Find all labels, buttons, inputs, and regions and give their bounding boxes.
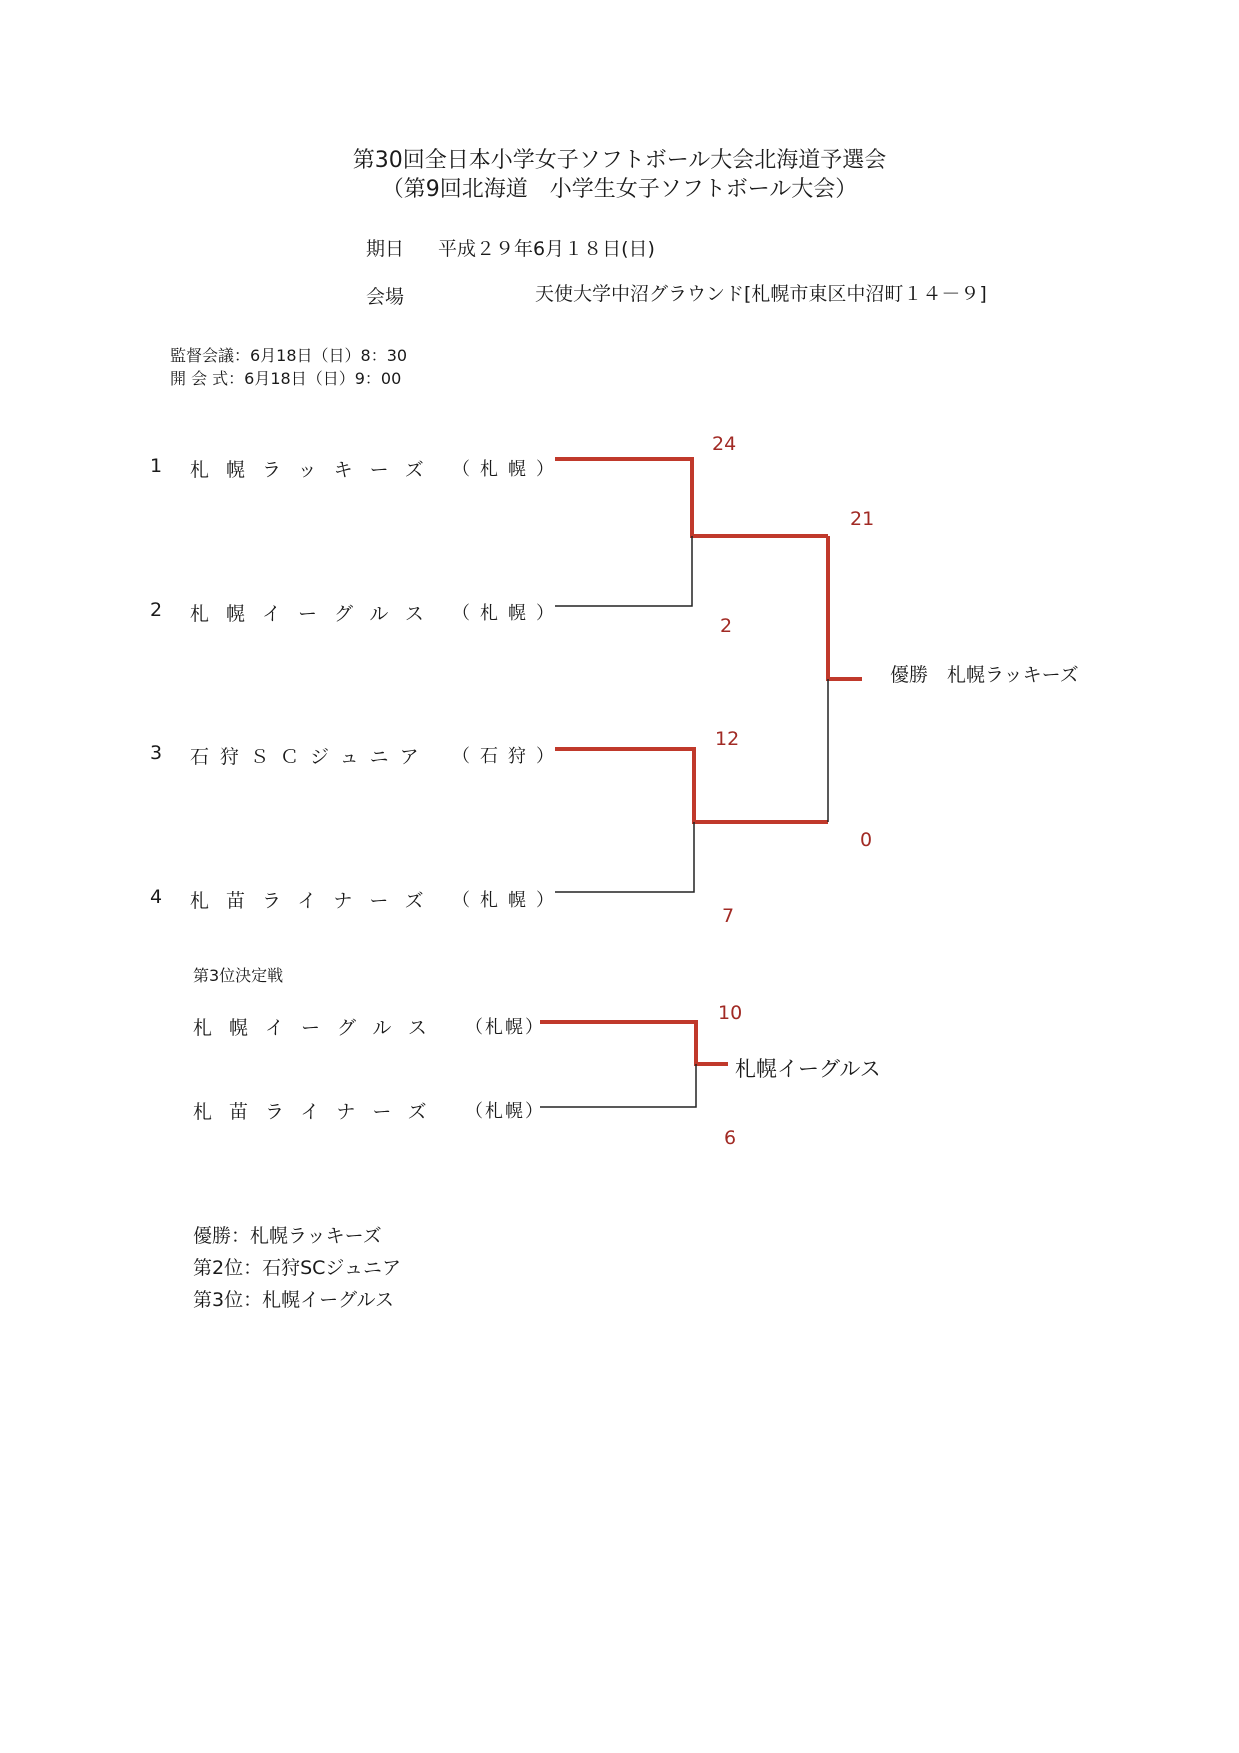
team-region: （札幌） <box>465 1101 545 1122</box>
team-name: 札苗ライナーズ <box>190 890 441 912</box>
score-third-team1: 10 <box>718 1002 743 1024</box>
winner-line-final <box>828 536 862 679</box>
team-region: （札幌） <box>465 1017 545 1038</box>
summary-second: 第2位：石狩SCジュニア <box>193 1257 402 1279</box>
opening-ceremony: 開 会 式：6月18日（日）9：00 <box>170 369 402 388</box>
managers-meeting: 監督会議：6月18日（日）8：30 <box>170 346 408 365</box>
third-place-winner: 札幌イーグルス <box>735 1057 881 1081</box>
loser-line-semi1 <box>555 536 692 606</box>
loser-line-semi2 <box>555 822 694 892</box>
team-region: （石狩） <box>452 746 564 767</box>
score-third-team2: 6 <box>724 1127 737 1149</box>
score-semi2-team2: 7 <box>722 905 735 927</box>
team-name: 札幌ラッキーズ <box>190 459 441 481</box>
third-place-title: 第3位決定戦 <box>193 966 284 985</box>
venue-value: 天使大学中沼グラウンド[札幌市東区中沼町１４－９] <box>535 283 987 305</box>
team-seed: 2 <box>150 599 163 621</box>
score-semi2-team1: 12 <box>715 728 740 750</box>
loser-line-third <box>540 1064 696 1107</box>
team-name: 札幌イーグルス <box>193 1017 444 1039</box>
venue-label: 会場 <box>366 286 405 308</box>
champion-label: 優勝 札幌ラッキーズ <box>890 664 1079 686</box>
date-value: 平成２９年6月１８日(日) <box>438 238 655 260</box>
team-seed: 1 <box>150 455 163 477</box>
winner-line-semi1 <box>555 459 828 536</box>
score-semi1-team1: 24 <box>712 433 737 455</box>
winner-line-third <box>540 1022 728 1064</box>
team-name: 札幌イーグルス <box>190 603 441 625</box>
winner-line-semi2 <box>555 749 828 822</box>
page-title: 第30回全日本小学女子ソフトボール大会北海道予選会 <box>352 148 887 173</box>
team-seed: 4 <box>150 886 163 908</box>
date-label: 期日 <box>366 238 405 260</box>
score-final-team1: 21 <box>850 508 875 530</box>
page-subtitle: （第9回北海道 小学生女子ソフトボール大会） <box>381 177 858 202</box>
summary-champion: 優勝：札幌ラッキーズ <box>193 1225 382 1247</box>
team-seed: 3 <box>150 742 163 764</box>
score-final-team2: 0 <box>860 829 873 851</box>
summary-third: 第3位：札幌イーグルス <box>193 1289 394 1311</box>
team-name: 札苗ライナーズ <box>193 1101 444 1123</box>
team-name: 石狩ＳＣジュニア <box>190 746 430 768</box>
score-semi1-team2: 2 <box>720 615 733 637</box>
team-region: （札幌） <box>452 603 564 624</box>
team-region: （札幌） <box>452 459 564 480</box>
team-region: （札幌） <box>452 890 564 911</box>
